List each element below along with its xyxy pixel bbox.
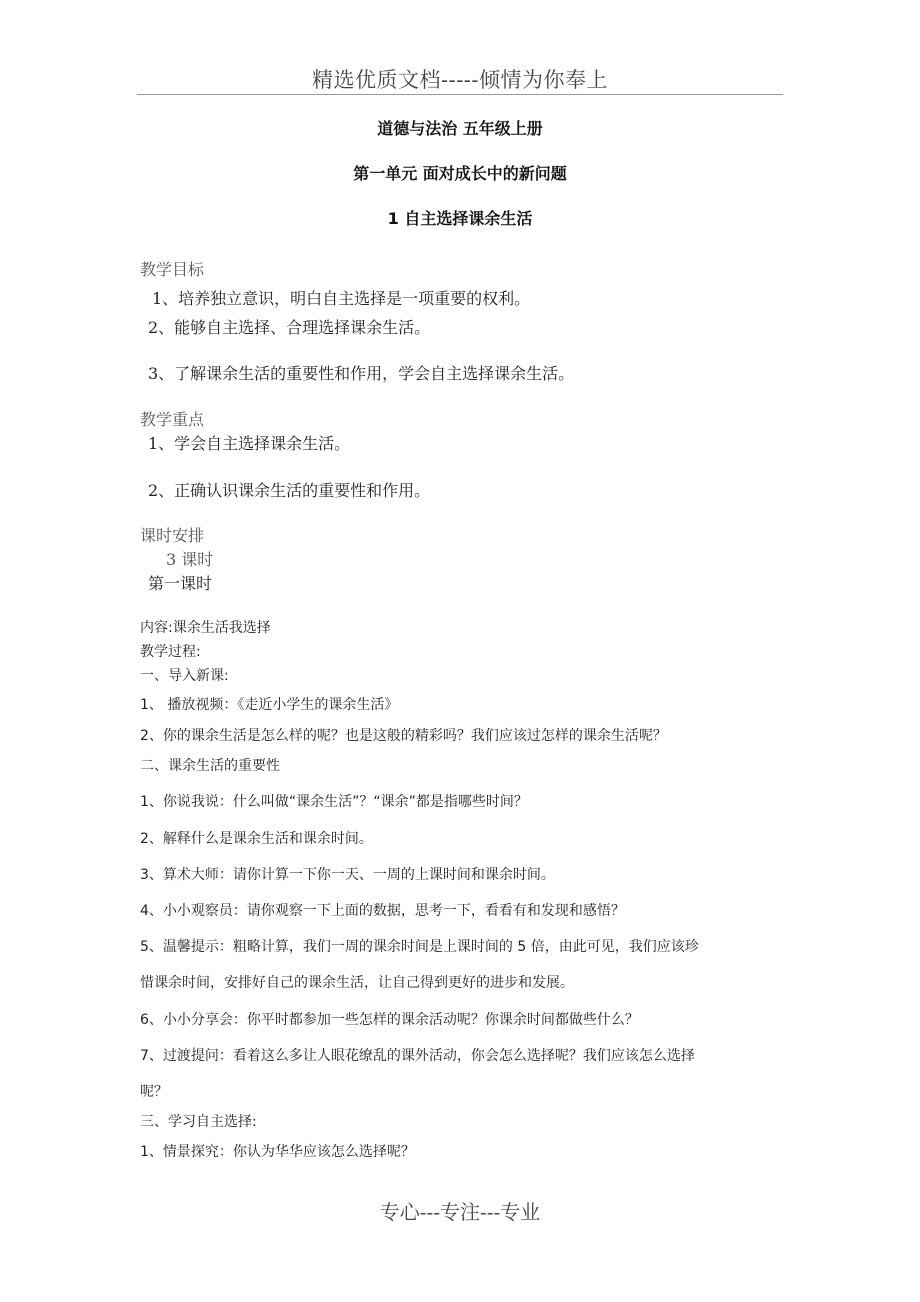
- header-divider: [137, 94, 783, 95]
- lesson-title: 1 自主选择课余生活: [387, 209, 533, 228]
- part2-item-continuation: 惜课余时间，安排好自己的课余生活，让自己得到更好的进步和发展。: [140, 975, 574, 991]
- key-point-item: 1、学会自主选择课余生活。: [148, 434, 351, 453]
- part1-item: 1、 播放视频：《走近小学生的课余生活》: [140, 697, 399, 713]
- objectives-heading: 教学目标: [140, 260, 205, 279]
- first-lesson-label: 第一课时: [148, 574, 213, 593]
- part2-heading: 二、课余生活的重要性: [140, 758, 280, 774]
- course-title: 道德与法治 五年级上册: [377, 119, 543, 138]
- key-points-heading: 教学重点: [140, 410, 205, 429]
- unit-title: 第一单元 面对成长中的新问题: [353, 164, 567, 183]
- part2-item: 3、算术大师：请你计算一下你一天、一周的上课时间和课余时间。: [140, 867, 555, 883]
- part2-item: 6、小小分享会：你平时都参加一些怎样的课余活动呢？你课余时间都做些什么？: [140, 1012, 639, 1028]
- part2-item: 4、小小观察员：请你观察一下上面的数据，思考一下，看看有和发现和感悟？: [140, 903, 625, 919]
- part2-item: 1、你说我说：什么叫做“课余生活”？“课余”都是指哪些时间？: [140, 794, 528, 810]
- process-heading: 教学过程:: [140, 644, 201, 660]
- part2-item: 5、温馨提示：粗略计算，我们一周的课余时间是上课时间的 5 倍，由此可见，我们应该珍: [140, 939, 699, 955]
- schedule-hours: 3 课时: [166, 550, 214, 569]
- part1-item: 2、你的课余生活是怎么样的呢？也是这般的精彩吗？我们应该过怎样的课余生活呢？: [140, 728, 667, 744]
- part2-item: 7、过渡提问：看着这么多让人眼花缭乱的课外活动，你会怎么选择呢？我们应该怎么选择: [140, 1048, 695, 1064]
- page-footer: 专心---专注---专业: [379, 1200, 541, 1224]
- part3-heading: 三、学习自主选择:: [140, 1114, 257, 1130]
- part2-item-continuation: 呢？: [140, 1084, 168, 1100]
- schedule-heading: 课时安排: [140, 526, 205, 545]
- objective-item: 3、了解课余生活的重要性和作用，学会自主选择课余生活。: [148, 364, 575, 383]
- content-topic: 内容:课余生活我选择: [140, 620, 271, 636]
- objective-item: 2、能够自主选择、合理选择课余生活。: [148, 318, 431, 337]
- part1-heading: 一、导入新课:: [140, 668, 229, 684]
- key-point-item: 2、正确认识课余生活的重要性和作用。: [148, 481, 431, 500]
- part3-item: 1、情景探究：你认为华华应该怎么选择呢？: [140, 1144, 415, 1160]
- objective-item: 1、培养独立意识，明白自主选择是一项重要的权利。: [152, 289, 531, 308]
- part2-item: 2、解释什么是课余生活和课余时间。: [140, 831, 373, 847]
- page-header: 精选优质文档-----倾情为你奉上: [312, 68, 608, 92]
